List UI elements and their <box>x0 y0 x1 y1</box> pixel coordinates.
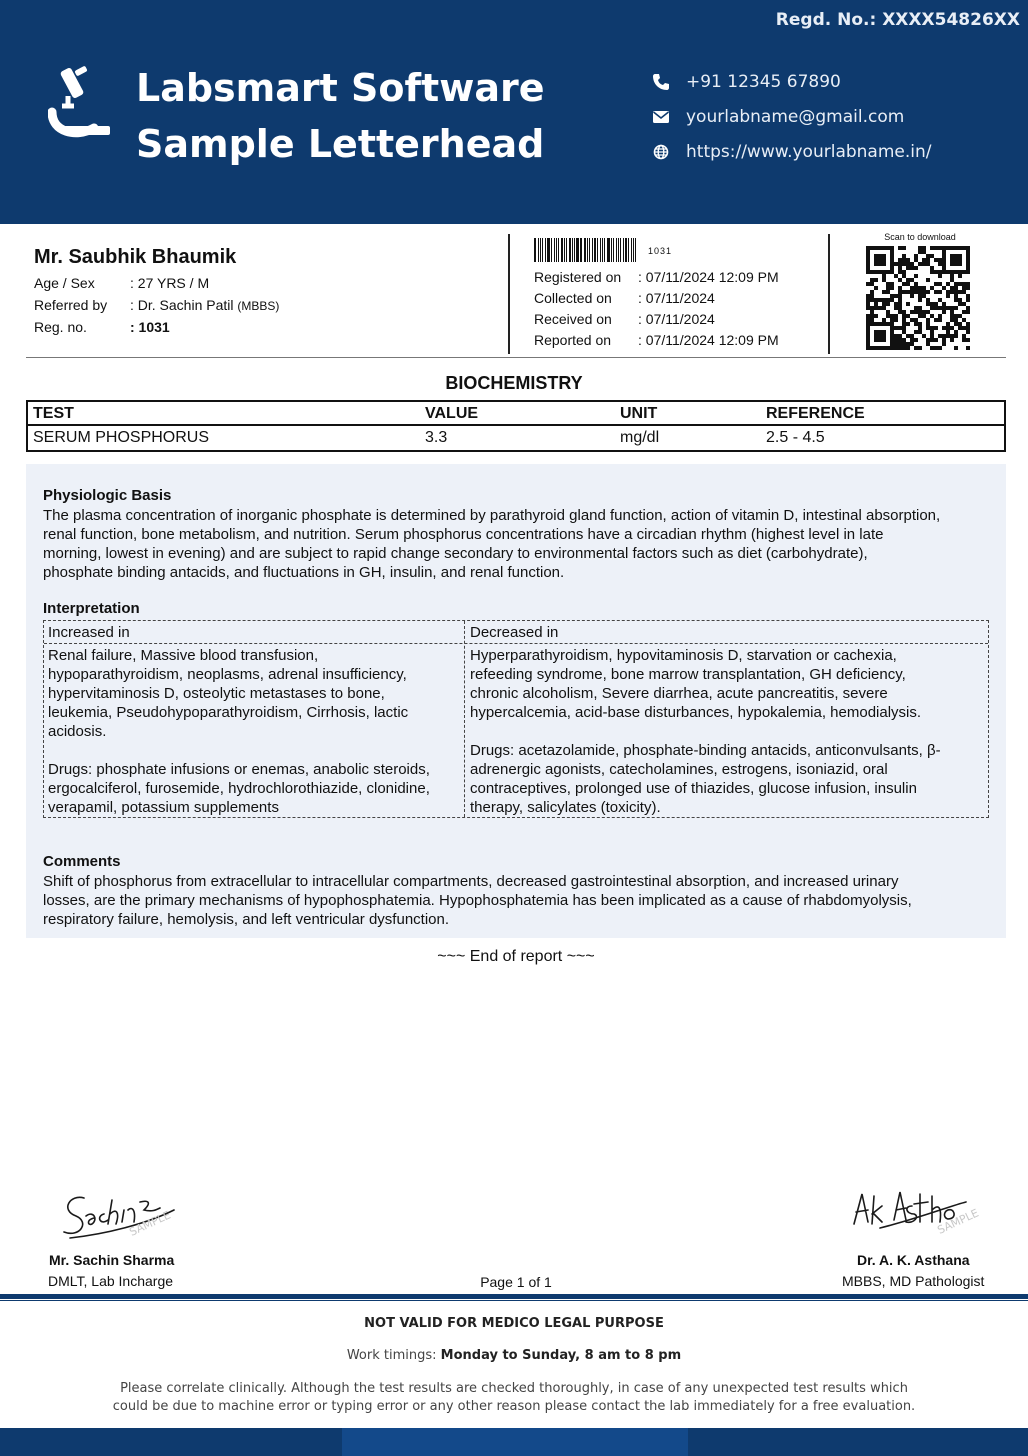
mail-icon <box>652 108 670 126</box>
barcode-bar <box>604 238 605 262</box>
left-signatory-role: DMLT, Lab Incharge <box>48 1273 174 1289</box>
barcode-bar <box>538 238 539 262</box>
divider <box>508 234 510 354</box>
decreased-list: Hyperparathyroidism, hypovitaminosis D, starvation or cachexia, refeeding syndrome, bone marrow transplantation, GH deficiency, chronic alcoholism, Severe diarrhea, acute pancreatitis, severe hypercalcemia, acid-base disturbances, hypokalemia, hemodialysis. Drugs: acetazolamide, phosphate-binding antacids, anticonvulsants, β- adrenergic agonists, catecholamines, estrogens, isoniazid, oral contraceptives, prolonged use of thiazides, glucose infusion, insulin therapy, salicylates (toxicity). <box>470 647 941 816</box>
barcode-bar <box>600 238 601 262</box>
increased-heading: Increased in <box>48 624 130 641</box>
not-valid-notice: NOT VALID FOR MEDICO LEGAL PURPOSE <box>364 1316 664 1331</box>
barcode-bar <box>631 238 633 262</box>
comments-text: Shift of phosphorus from extracellular to intracellular compartments, decreased gastrointestinal absorption, and increased urinary losses, are the primary mechanisms of hypophosphatemia. Hypophosphatemia has been implicated as a cause of rhabdomyolysis, respiratory failure, hemolysis, and left ventricular dysfunction. <box>43 873 912 928</box>
lab-title: Labsmart Software Sample Letterhead <box>136 66 545 166</box>
reg-row: Reg. no. : 1031 <box>34 319 170 335</box>
sample-stamp: SAMPLE <box>127 1208 173 1239</box>
end-of-report: ~~~ End of report ~~~ <box>437 948 595 965</box>
barcode-bar <box>623 238 624 262</box>
table-row: SERUM PHOSPHORUS 3.3 mg/dl 2.5 - 4.5 <box>33 429 825 446</box>
barcode-bar <box>534 238 536 262</box>
barcode-bar <box>551 238 553 262</box>
test-info-panel <box>26 464 1006 938</box>
globe-icon <box>652 143 670 161</box>
comments-heading: Comments <box>43 853 121 870</box>
disclaimer: Please correlate clinically. Although the test results are checked thoroughly, in case of any unexpected test results which could be due to machine error or typing error or any other reason please contact the lab immediately for a free evaluation. <box>112 1381 916 1414</box>
barcode-bar <box>611 238 613 262</box>
footer-rule <box>0 1300 1028 1301</box>
increased-list: Renal failure, Massive blood transfusion, hypoparathyroidism, neoplasms, adrenal insufficiency, hypervitaminosis D, osteolytic metastases to bone, leukemia, Pseudohypoparathyroidism, Cirrhosis, lactic acidosis. Drugs: phosphate infusions or enemas, anabolic steroids, ergocalciferol, furosemide, hydrochlorothiazide, clonidine, verapamil, potassium supplements <box>48 647 430 816</box>
barcode-bar <box>628 238 629 262</box>
barcode-bar <box>635 238 636 262</box>
barcode-bar <box>554 238 555 262</box>
registered-row: Registered on : 07/11/2024 12:09 PM <box>534 269 779 285</box>
barcode-bar <box>616 238 617 262</box>
barcode-bar <box>581 238 582 262</box>
barcode-bar <box>542 238 544 262</box>
left-signature <box>56 1180 226 1250</box>
collected-row: Collected on : 07/11/2024 <box>534 290 715 306</box>
left-signatory-name: Mr. Sachin Sharma <box>49 1252 175 1268</box>
barcode-bar <box>564 238 565 262</box>
barcode-bar <box>572 238 573 262</box>
right-signatory-role: MBBS, MD Pathologist <box>842 1273 985 1289</box>
barcode-bar <box>607 238 609 262</box>
footer-bar <box>0 1428 1028 1456</box>
physiologic-text: The plasma concentration of inorganic phosphate is determined by parathyroid gland function, action of vitamin D, intestinal absorption, renal function, bone metabolism, and nutrition. Serum phosphorus concentrations have a circadian rhythm (highest level in late morning, lowest in evening) and are subject to rapid change secondary to environmental factors such as diet (carbohydrate), phosphate binding antacids, and fluctuations in GH, insulin, and renal function. <box>43 507 941 581</box>
barcode-bar <box>589 238 590 262</box>
barcode-number: 1031 <box>648 246 673 256</box>
barcode <box>534 238 638 262</box>
right-signature <box>840 1176 1010 1246</box>
decreased-heading: Decreased in <box>470 624 559 641</box>
barcode-bar <box>561 238 563 262</box>
barcode-bar <box>576 238 578 262</box>
barcode-bar <box>558 238 559 262</box>
contact-email: yourlabname@gmail.com <box>652 99 932 134</box>
barcode-bar <box>566 238 568 262</box>
barcode-bar <box>592 238 593 262</box>
patient-info <box>26 232 1006 358</box>
barcode-bar <box>540 238 541 262</box>
contact-phone: +91 12345 67890 <box>652 64 932 99</box>
sample-stamp: SAMPLE <box>935 1206 981 1237</box>
letterhead-header <box>0 0 1028 224</box>
reported-row: Reported on : 07/11/2024 12:09 PM <box>534 332 779 348</box>
barcode-bar <box>587 238 589 262</box>
barcode-bar <box>602 238 604 262</box>
phone-icon <box>652 73 670 91</box>
divider <box>828 234 830 354</box>
barcode-bar <box>556 238 557 262</box>
barcode-bar <box>584 238 586 262</box>
contact-website: https://www.yourlabname.in/ <box>652 134 932 169</box>
results-table <box>26 400 1006 452</box>
footer-rule <box>0 1294 1028 1299</box>
scan-to-download-label: Scan to download <box>884 232 956 242</box>
microscope-logo-icon <box>48 66 112 144</box>
interpretation-table <box>43 620 989 818</box>
received-row: Received on : 07/11/2024 <box>534 311 715 327</box>
barcode-bar <box>633 238 634 262</box>
interpretation-heading: Interpretation <box>43 600 140 617</box>
barcode-bar <box>545 238 546 262</box>
barcode-bar <box>574 238 575 262</box>
age-sex-row: Age / Sex : 27 YRS / M <box>34 275 210 291</box>
barcode-bar <box>625 238 627 262</box>
referred-row: Referred by : Dr. Sachin Patil (MBBS) <box>34 297 280 313</box>
registration-number: Regd. No.: XXXX54826XX <box>775 10 1020 30</box>
barcode-bar <box>597 238 598 262</box>
page-number: Page 1 of 1 <box>480 1274 552 1290</box>
barcode-bar <box>613 238 614 262</box>
table-header: TEST VALUE UNIT REFERENCE <box>28 402 1004 426</box>
barcode-bar <box>618 238 620 262</box>
physiologic-heading: Physiologic Basis <box>43 487 172 504</box>
section-title: BIOCHEMISTRY <box>445 373 583 393</box>
barcode-bar <box>547 238 549 262</box>
barcode-bar <box>580 238 581 262</box>
right-signatory-name: Dr. A. K. Asthana <box>857 1252 970 1268</box>
barcode-bar <box>594 238 596 262</box>
patient-name: Mr. Saubhik Bhaumik <box>34 246 237 268</box>
barcode-bar <box>569 238 571 262</box>
qr-code[interactable] <box>866 246 970 350</box>
work-timings: Work timings: Monday to Sunday, 8 am to 8 pm <box>346 1348 682 1363</box>
barcode-bar <box>620 238 621 262</box>
contact-info <box>652 64 932 169</box>
